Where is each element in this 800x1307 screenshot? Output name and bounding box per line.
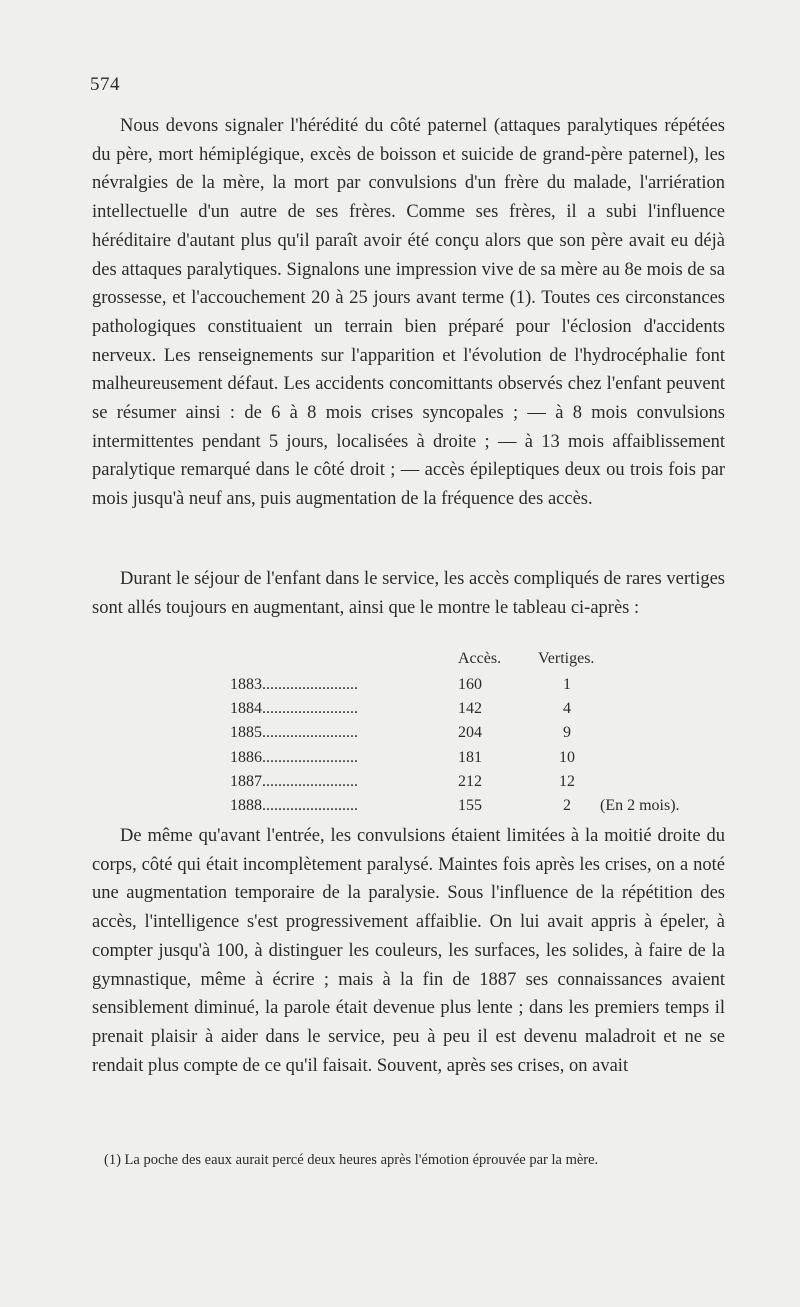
acces-vertiges-table — [230, 650, 680, 821]
table-header-row — [230, 650, 680, 676]
row-year: 1887 — [230, 772, 262, 790]
page-number: 574 — [90, 74, 120, 95]
row-year: 1888 — [230, 796, 262, 814]
row-vertiges: 10 — [559, 748, 575, 766]
table-row: 1884........................ 142 4 — [230, 700, 680, 724]
row-year: 1885 — [230, 724, 262, 742]
row-acces: 181 — [458, 748, 482, 766]
row-note: (En 2 mois). — [600, 796, 680, 814]
row-vertiges: 1 — [563, 676, 571, 693]
footnote: (1) La poche des eaux aurait percé deux heures après l'émotion éprouvée par la mère. — [104, 1152, 599, 1168]
table-row: 1888........................ 155 2 (En 2 mois). — [230, 797, 680, 821]
row-vertiges: 9 — [563, 724, 571, 742]
row-acces: 155 — [458, 796, 482, 814]
table-row: 1887........................ 212 12 — [230, 773, 680, 797]
row-year: 1883 — [230, 676, 262, 693]
row-acces: 142 — [458, 700, 482, 718]
row-acces: 160 — [458, 676, 482, 693]
row-year: 1886 — [230, 748, 262, 766]
row-acces: 204 — [458, 724, 482, 742]
row-acces: 212 — [458, 772, 482, 790]
table-row: 1883........................ 160 1 — [230, 676, 680, 700]
row-year: 1884 — [230, 700, 262, 718]
table-row: 1886........................ 181 10 — [230, 749, 680, 773]
paragraph-convulsions: De même qu'avant l'entrée, les convulsions étaient limitées à la moitié droite du corps, côté qui était incomplètement paralysé. Maintes fois après les crises, on a noté une augmentation temporaire de la paralysie. Sous l'influence de la répétition des accès, l'intelligence s'est progressivement affaiblie. On lui avait appris à épeler, à compter jusqu'à 100, à distinguer les couleurs, les surfaces, les solides, à faire de la gymnastique, même à écrire ; mais à la fin de 1887 ses connaissances avaient sensiblement diminué, la parole était devenue plus lente ; dans les premiers temps il prenait plaisir à aider dans le service, peu à peu il est devenu maladroit et ne se rendait plus compte de ce qu'il faisait. Souvent, après ses crises, on avait — [92, 826, 725, 1076]
header-year — [230, 650, 458, 676]
header-vertiges: Vertiges. — [538, 650, 595, 667]
row-vertiges: 2 — [563, 796, 571, 814]
table-row: 1885........................ 204 9 — [230, 724, 680, 748]
paragraph-heredity: Nous devons signaler l'hérédité du côté paternel (attaques paralytiques répétées du père, mort hémiplégique, excès de boisson et suicide de grand-père paternel), les névralgies de la mère, la mort par convulsions d'un frère du malade, l'arriération intellectuelle d'un autre de ses frères. Comme ses frères, il a subi l'influence héréditaire d'autant plus qu'il paraît avoir été conçu alors que son père avait eu déjà des attaques paralytiques. Signalons une impression vive de sa mère au 8e mois de sa grossesse, et l'accouchement 20 à 25 jours avant terme (1). Toutes ces circonstances pathologiques constituaient un terrain bien préparé pour l'éclosion d'accidents nerveux. Les renseignements sur l'apparition et l'évolution de l'hydrocéphalie font malheureusement défaut. Les accidents concomittants observés chez l'enfant peuvent se résumer ainsi : de 6 à 8 mois crises syncopales ; — à 8 mois convulsions intermittentes pendant 5 jours, localisées à droite ; — à 13 mois affaiblissement paralytique remarqué dans le côté droit ; — accès épileptiques deux ou trois fois par mois jusqu'à neuf ans, puis augmentation de la fréquence des accès. — [92, 116, 725, 510]
paragraph-sejour: Durant le séjour de l'enfant dans le service, les accès compliqués de rares vertiges sont allés toujours en augmentant, ainsi que le montre le tableau ci-après : — [92, 569, 725, 618]
row-vertiges: 12 — [559, 772, 575, 790]
row-vertiges: 4 — [563, 700, 571, 718]
header-acces: Accès. — [458, 650, 502, 667]
